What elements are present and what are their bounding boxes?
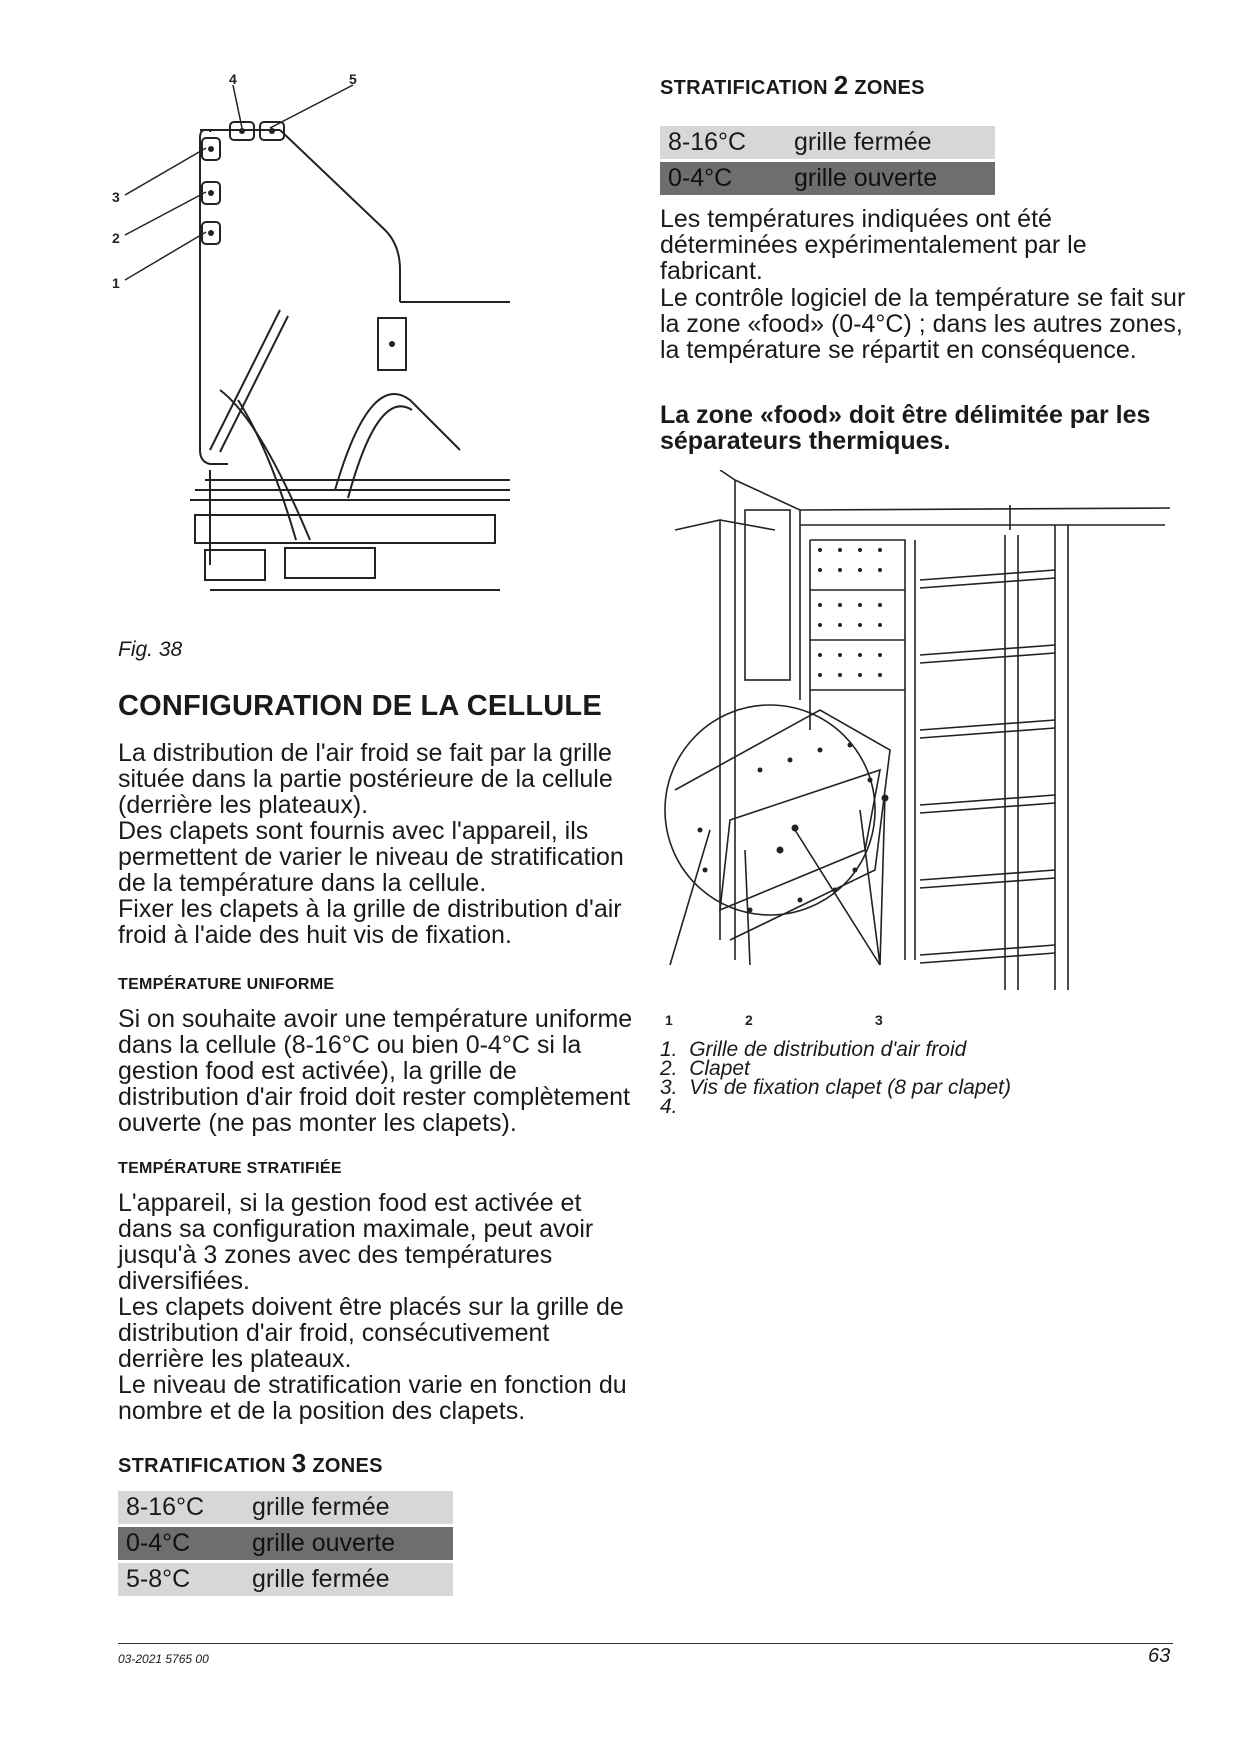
subheading-temperature-uniforme: TEMPÉRATURE UNIFORME [118,976,335,993]
paragraph: Les clapets doivent être placés sur la grille de distribution d'air froid, consécutivement derrière les plateaux. [118,1293,624,1373]
callout-4: 4 [229,71,237,87]
stratification-3-zones-table [118,1488,453,1599]
page-number: 63 [1148,1645,1171,1667]
section-title: CONFIGURATION DE LA CELLULE [118,690,602,722]
paragraph: Si on souhaite avoir une température uniforme dans la cellule (8-16°C ou bien 0-4°C si la gestion food est activée), la grille de distribution d'air froid doit rester complètement ouverte (ne pas monter les clapets). [118,1005,633,1137]
cabinet-grille-drawing [660,470,1180,1030]
stratification-3-zones-heading: STRATIFICATION 3 ZONES [118,1448,383,1478]
callout-5: 5 [349,71,357,87]
figure-38-drawing [110,70,520,645]
warning-statement: La zone «food» doit être délimitée par les séparateurs thermiques. [660,401,1151,455]
paragraph: L'appareil, si la gestion food est activée et dans sa configuration maximale, peut avoir jusqu'à 3 zones avec des températures diversifiées. [118,1189,594,1295]
legend-item: 4. [660,1095,678,1118]
legend-item: 3. Vis de fixation clapet (8 par clapet) [660,1076,1011,1099]
callout-1: 1 [112,275,120,291]
paragraph: Les températures indiquées ont été déterminées expérimentalement par le fabricant. [660,205,1087,285]
document-code: 03-2021 5765 00 [118,1652,209,1666]
callout-3: 3 [875,1012,883,1028]
table-row: 8-16°C grille fermée [660,126,995,159]
paragraph: Fixer les clapets à la grille de distribution d'air froid à l'aide des huit vis de fixation. [118,895,622,949]
figure-caption: Fig. 38 [118,638,183,661]
paragraph: Des clapets sont fournis avec l'appareil, ils permettent de varier le niveau de stratification de la température dans la cellule. [118,817,624,897]
callout-1: 1 [665,1012,673,1028]
table-row: 5-8°C grille fermée [118,1563,453,1596]
legend-item: 1. Grille de distribution d'air froid [660,1038,967,1061]
table-row: 0-4°C grille ouverte [118,1527,453,1560]
footer-divider [118,1643,1173,1644]
callout-2: 2 [745,1012,753,1028]
paragraph: La distribution de l'air froid se fait par la grille située dans la partie postérieure de la cellule (derrière les plateaux). [118,739,613,819]
subheading-temperature-stratifiee: TEMPÉRATURE STRATIFIÉE [118,1160,342,1177]
stratification-2-zones-table [660,123,995,198]
paragraph: Le contrôle logiciel de la température se fait sur la zone «food» (0-4°C) ; dans les autres zones, la température se répartit en conséquence. [660,284,1186,364]
table-row: 0-4°C grille ouverte [660,162,995,195]
legend-item: 2. Clapet [660,1057,750,1080]
figure-legend [660,1040,1011,1116]
stratification-2-zones-heading: STRATIFICATION 2 ZONES [660,70,925,100]
callout-3: 3 [112,189,120,205]
paragraph: Le niveau de stratification varie en fonction du nombre et de la position des clapets. [118,1371,627,1425]
callout-2: 2 [112,230,120,246]
table-row: 8-16°C grille fermée [118,1491,453,1524]
